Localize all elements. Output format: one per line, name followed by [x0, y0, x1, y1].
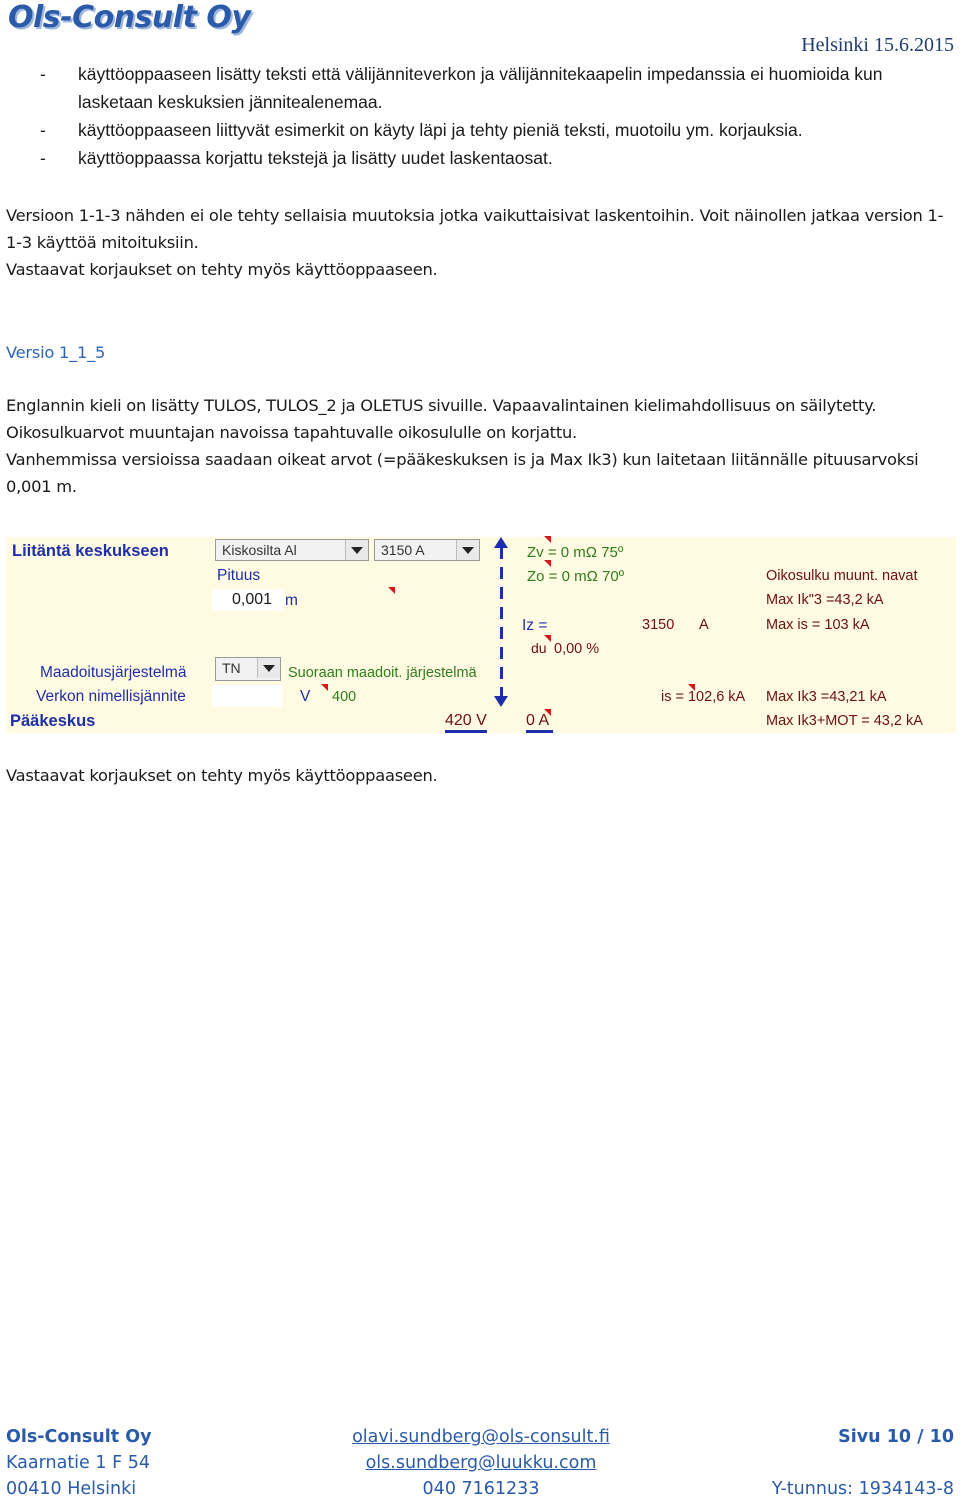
comment-marker-icon [544, 560, 551, 567]
footer-address [6, 1424, 152, 1502]
earthing-value: TN [222, 660, 241, 676]
footer-email-link[interactable]: olavi.sundberg@ols-consult.fi [352, 1427, 610, 1447]
max-ik2-value: Max Ik"3 =43,2 kA [766, 592, 884, 608]
comment-marker-icon [544, 536, 551, 543]
main-current: 0 A [526, 712, 553, 733]
page-number: Sivu 10 / 10 [838, 1427, 954, 1447]
list-item: - käyttöoppaaseen lisätty teksti että välijänniteverkon ja välijännitekaapelin impedanssia ei huomioida kun lasketaan keskuksien jännitealenemaa. [40, 60, 940, 116]
earthing-select[interactable] [215, 657, 281, 681]
chevron-down-icon[interactable] [345, 540, 368, 560]
max-ik3-mot-value: Max Ik3+MOT = 43,2 kA [766, 713, 923, 729]
footer-email-link[interactable]: ols.sundberg@luukku.com [365, 1453, 597, 1473]
chevron-down-icon[interactable] [257, 658, 280, 678]
du-value: 0,00 % [554, 641, 600, 657]
paragraph: Vastaavat korjaukset on tehty myös käyttöoppaaseen. [6, 260, 438, 279]
zv-value: Zv = 0 mΩ 75º [527, 544, 624, 561]
voltage-label: Verkon nimellisjännite [36, 688, 186, 705]
length-label: Pituus [217, 567, 261, 584]
iz-unit: A [699, 617, 709, 633]
voltage-unit: V [300, 688, 311, 705]
earthing-description: Suoraan maadoit. järjestelmä [288, 665, 477, 681]
max-is-value: Max is = 103 kA [766, 617, 870, 633]
comment-marker-icon [388, 587, 395, 594]
comment-marker-icon [544, 709, 551, 716]
footer-contact [350, 1424, 612, 1502]
widget-title: Liitäntä keskukseen [12, 542, 169, 560]
cable-type-select[interactable] [215, 539, 369, 561]
short-circuit-label: Oikosulku muunt. navat [766, 568, 918, 584]
cable-size-select[interactable] [374, 539, 480, 561]
max-ik3-value: Max Ik3 =43,21 kA [766, 689, 887, 705]
comment-marker-icon [321, 684, 328, 691]
cable-type-value: Kiskosilta Al [222, 542, 297, 558]
version-heading: Versio 1_1_5 [6, 343, 106, 362]
footer-company: Ols-Consult Oy [6, 1427, 152, 1447]
header-date: Helsinki 15.6.2015 [801, 34, 954, 56]
zo-value: Zo = 0 mΩ 70º [527, 568, 625, 585]
du-label: du [531, 640, 547, 656]
arrow-line-segment [500, 547, 503, 559]
is-value: is = 102,6 kA [661, 689, 746, 705]
arrow-line-segment [500, 627, 503, 639]
earthing-label: Maadoitusjärjestelmä [40, 664, 187, 681]
voltage-input[interactable] [212, 685, 282, 707]
cable-size-value: 3150 A [381, 542, 425, 558]
connection-calc-widget [6, 537, 956, 733]
length-value: 0,001 [232, 591, 273, 608]
paragraph: Vastaavat korjaukset on tehty myös käyttöoppaaseen. [6, 766, 438, 785]
paragraph: Versioon 1-1-3 nähden ei ole tehty sellaisia muutoksia jotka vaikuttaisivat laskentoihin. Voit näinollen jatkaa version 1-1-3 käyttöä mitoituksiin. [6, 206, 944, 252]
paragraph: Vanhemmissa versioissa saadaan oikeat arvot (=pääkeskuksen is ja Max Ik3) kun laitetaan liitännälle pituusarvoksi 0,001 m. [6, 450, 919, 496]
length-unit: m [285, 592, 298, 609]
iz-label: Iz = [522, 617, 548, 634]
footer-meta [772, 1424, 954, 1502]
footer-street: Kaarnatie 1 F 54 [6, 1453, 150, 1473]
paragraph-block-2 [6, 392, 951, 500]
list-item: - käyttöoppaassa korjattu tekstejä ja lisätty uudet laskentaosat. [40, 144, 940, 172]
arrow-line-segment [500, 607, 503, 619]
chevron-down-icon[interactable] [456, 540, 479, 560]
paragraph: Oikosulkuarvot muuntajan navoissa tapahtuvalle oikosululle on korjattu. [6, 423, 577, 442]
footer-spacer [772, 1450, 954, 1476]
arrow-line-segment [500, 647, 503, 659]
paragraph-block-1 [6, 202, 951, 283]
arrow-line-segment [500, 667, 503, 679]
main-panel-label: Pääkeskus [10, 712, 96, 730]
arrow-line-segment [500, 587, 503, 599]
change-list [40, 60, 940, 172]
iz-value: 3150 [642, 617, 675, 633]
list-item: - käyttöoppaaseen liittyvät esimerkit on käyty läpi ja tehty pieniä teksti, muotoilu ym. korjauksia. [40, 116, 940, 144]
voltage-arrow-down-icon [494, 696, 508, 707]
footer-city: 00410 Helsinki [6, 1479, 137, 1499]
arrow-line-segment [500, 567, 503, 579]
voltage-value: 400 [332, 689, 357, 705]
footer-phone: 040 7161233 [422, 1479, 540, 1499]
business-id: Y-tunnus: 1934143-8 [771, 1479, 954, 1499]
paragraph: Englannin kieli on lisätty TULOS, TULOS_2 ja OLETUS sivuille. Vapaavalintainen kielimahdollisuus on säilytetty. [6, 396, 877, 415]
company-logo: Ols-Consult Oy [8, 0, 251, 35]
main-voltage: 420 V [445, 712, 487, 733]
